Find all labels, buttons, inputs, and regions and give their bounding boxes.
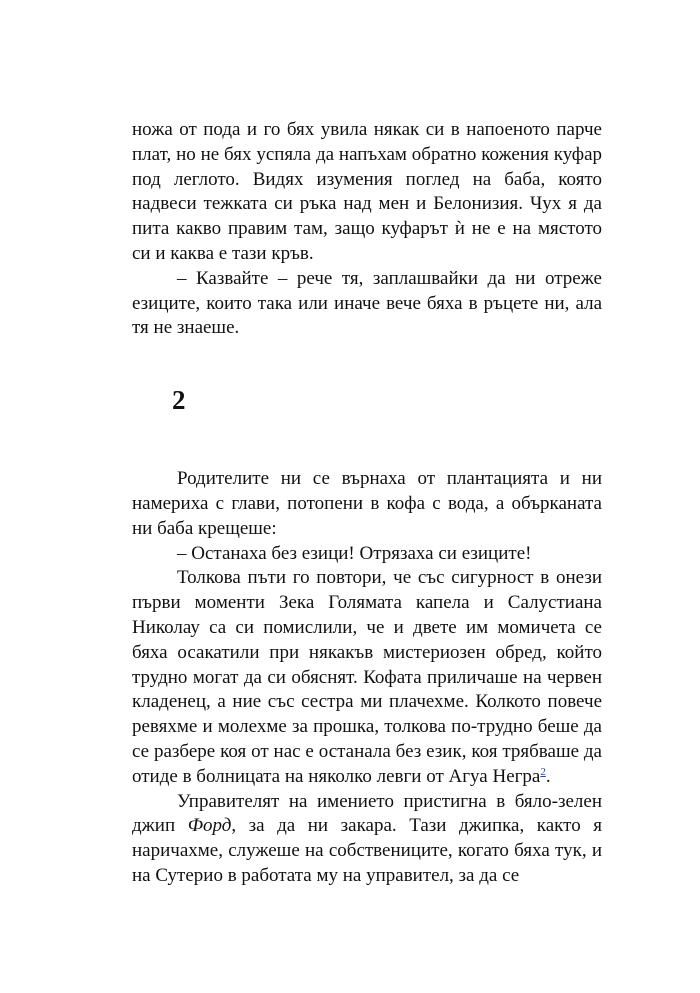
paragraph-text: , за да ни закара. Тази джипка, както я наричахме, служеше на собствениците, когато бяха тук, и на Сутерио в работата му на управител, за да се [132, 815, 602, 886]
footnote-link[interactable]: 2 [540, 765, 546, 778]
paragraph: Родителите ни се върнаха от плантацията и ни намериха с глави, потопени в кофа с вода, а обърканата ни баба крещеше: [132, 468, 602, 539]
paragraph: ножа от пода и го бях увила някак си в напоеното парче плат, но не бях успяла да напъхам обратно кожения куфар под леглото. Видях изумения поглед на баба, която надвеси тежката си ръка над мен и Белонизия. Чух я да пита какво правим там, защо куфарът ѝ не е на мястото си и каква е тази кръв. [132, 119, 602, 264]
paragraph: – Останаха без езици! Отрязаха си езиците! [177, 542, 532, 564]
paragraph: – Казвайте – рече тя, заплашвайки да ни отреже езиците, които така или иначе вече бяха в ръцете ни, ала тя не знаеше. [132, 267, 602, 339]
paragraph [132, 566, 602, 789]
italic-text: Форд [187, 815, 232, 837]
paragraph-end: . [545, 765, 551, 787]
paragraph-text: Управителят на имението пристигна в бяло-зелен джип [132, 790, 602, 837]
paragraph-text: Толкова пъти го повтори, че със сигурност в онези първи моменти Зека Голямата капела и Салустиана Николау са си помислили, че и двете им момичета се бяха осакатили при някакъв мистериозен обред, който трудно могат да си обяснят. Кофата приличаше на червен кладенец, а ние със сестра ми плачехме. Колкото повече ревяхме и молехме за прошка, толкова по-трудно беше да се разбере коя от нас е останала без език, коя трябваше да отиде в болницата на няколко левги от Агуа Негра [132, 567, 602, 787]
page-text [132, 118, 602, 889]
paragraph [132, 790, 602, 889]
chapter-number: 2 [172, 385, 186, 416]
